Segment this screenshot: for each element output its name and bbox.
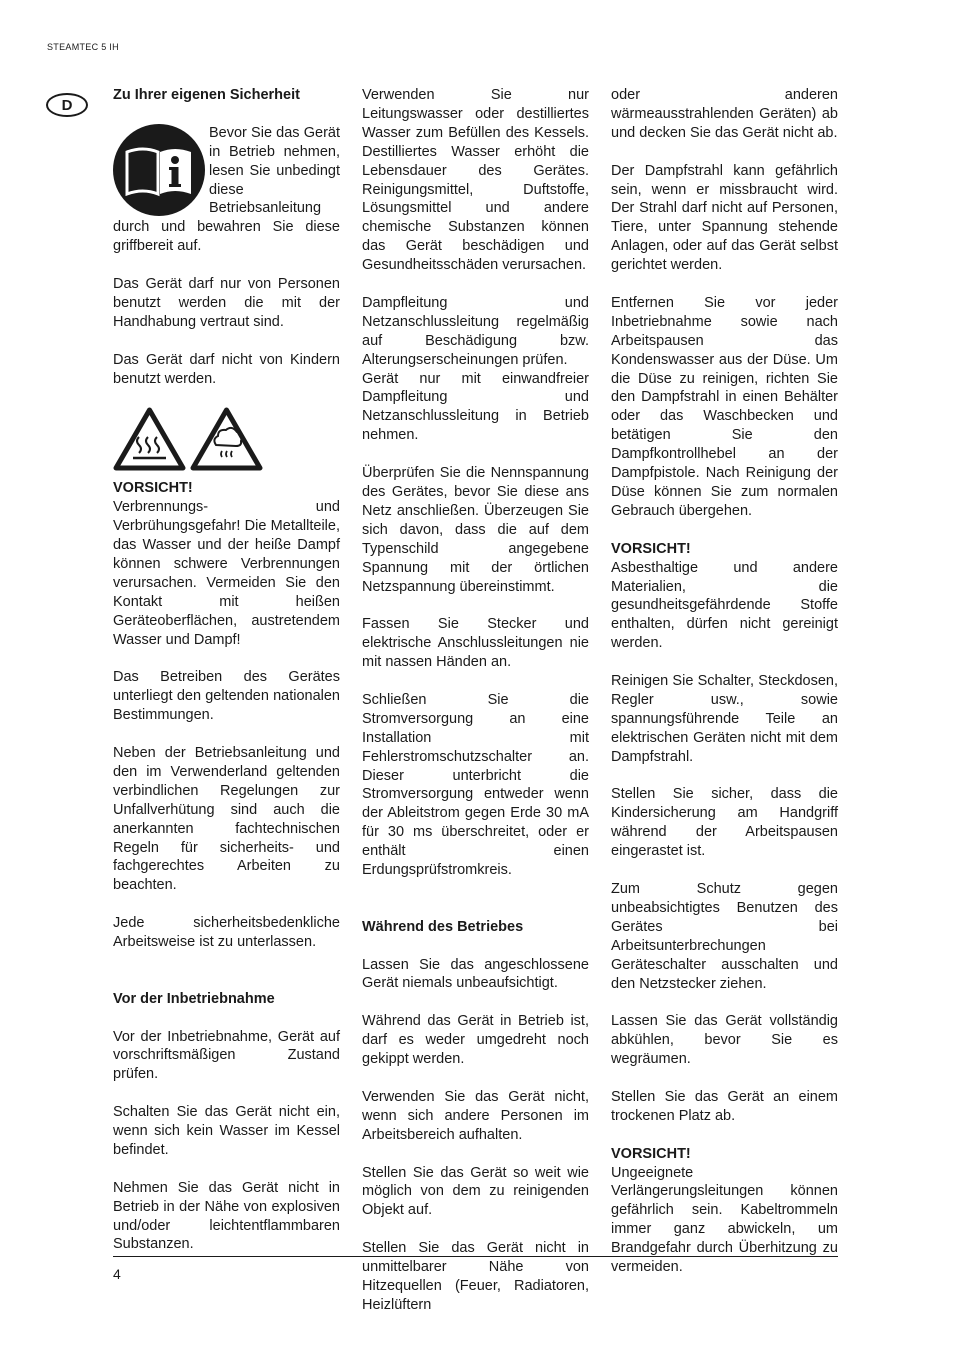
warning-block	[611, 1145, 838, 1277]
paragraph: Schließen Sie die Stromversorgung an eine Installation mit Fehlerstromschutzschalter an. Dieser unterbricht die Stromversorgung entweder wenn der Ableitstrom gegen Erde 30 mA für 30 ms überschreitet, oder er enthält einen Erdungsprüfstromkreis.	[362, 691, 589, 879]
warning-label: VORSICHT!	[611, 1145, 691, 1162]
paragraph: Stellen Sie sicher, dass die Kindersicherung am Handgriff während der Arbeitspausen eingerastet ist.	[611, 786, 838, 860]
paragraph: Dampfleitung und Netzanschlussleitung regelmäßig auf Beschädigung bzw. Alterungserscheinungen prüfen.	[362, 294, 589, 368]
paragraph: Verwenden Sie das Gerät nicht, wenn sich andere Personen im Arbeitsbereich aufhalten.	[362, 1088, 589, 1143]
paragraph: Lassen Sie das Gerät vollständig abkühlen, bevor Sie es wegräumen.	[611, 1013, 838, 1068]
paragraph: Lassen Sie das angeschlossene Gerät niemals unbeaufsichtigt.	[362, 956, 589, 992]
warning-text: Ungeeignete Verlängerungsleitungen können gefährlich sein. Kabeltrommeln immer ganz abwickeln, um Brandgefahr durch Überhitzung zu vermeiden.	[611, 1164, 838, 1276]
paragraph: Das Gerät darf nicht von Kindern benutzt werden.	[113, 351, 340, 387]
hot-surface-warning-icon	[113, 407, 186, 471]
document-header-model: STEAMTEC 5 IH	[47, 42, 119, 52]
warning-label: VORSICHT!	[113, 480, 193, 497]
info-text: Bevor Sie das Gerät in Betrieb nehmen, lesen Sie unbedingt diese Betriebsanleitung durch und bewahren Sie diese griffbereit auf.	[113, 124, 340, 255]
warning-block	[611, 540, 838, 653]
paragraph: oder anderen wärmeausstrahlenden Geräten) ab und decken Sie das Gerät nicht ab.	[611, 87, 838, 141]
warning-text: Verbrennungs- und Verbrühungsgefahr! Die Metallteile, das Wasser und der heiße Dampf können schwere Verbrennungen verursachen. Vermeiden Sie den Kontakt mit heißen Geräteoberflächen, austretendem Wasser und Dampf!	[113, 499, 340, 648]
paragraph: Zum Schutz gegen unbeabsichtigtes Benutzen des Gerätes bei Arbeitsunterbrechungen Geräteschalter ausschalten und den Netzstecker ziehen.	[611, 880, 838, 992]
section-title-during-operation: Während des Betriebes	[362, 918, 524, 935]
column-1	[113, 86, 340, 1273]
paragraph: Der Dampfstrahl kann gefährlich sein, wenn er missbraucht wird. Der Strahl darf nicht auf Personen, Tiere, unter Spannung stehende Anlagen, oder auf das Gerät selbst gerichtet werden.	[611, 162, 838, 274]
paragraph: Stellen Sie das Gerät nicht in unmittelbarer Nähe von Hitzequellen (Feuer, Radiatoren, Heizlüftern	[362, 1240, 589, 1313]
paragraph: Fassen Sie Stecker und elektrische Anschlussleitungen nie mit nassen Händen an.	[362, 616, 589, 671]
footer-divider	[113, 1256, 838, 1257]
paragraph: Während das Gerät in Betrieb ist, darf es weder umgedreht noch gekippt werden.	[362, 1013, 589, 1068]
language-badge: D	[46, 93, 88, 117]
paragraph: Nehmen Sie das Gerät nicht in Betrieb in der Nähe von explosiven und/oder leichtentflammbaren Substanzen.	[113, 1179, 340, 1253]
paragraph: Verwenden Sie nur Leitungswasser oder destilliertes Wasser zum Befüllen des Kessels. Destilliertes Wasser erhöht die Lebensdauer des Gerätes. Reinigungsmittel, Duftstoffe, Lösungsmittel und andere chemische Substanzen können das Gerät beschädigen und Gesundheitsschäden verursachen.	[362, 87, 589, 274]
paragraph: Das Gerät darf nur von Personen benutzt werden die mit der Handhabung vertraut sind.	[113, 276, 340, 330]
column-2	[362, 86, 589, 1334]
section-title-safety: Zu Ihrer eigenen Sicherheit	[113, 87, 300, 103]
warning-block	[113, 479, 340, 649]
info-block	[113, 124, 340, 256]
warning-label: VORSICHT!	[611, 540, 691, 557]
paragraph: Das Betreiben des Gerätes unterliegt den geltenden nationalen Bestimmungen.	[113, 669, 340, 724]
paragraph: Entfernen Sie vor jeder Inbetriebnahme sowie nach Arbeitspausen das Kondenswasser aus der Düse. Um die Düse zu reinigen, richten Sie den Dampfstrahl in einen Behälter oder das Waschbecken und betätigen Sie den Dampfkontrollhebel an der Dampfpistole. Nach Reinigung der Düse können Sie zum normalen Gebrauch übergehen.	[611, 294, 838, 519]
warning-text: Asbesthaltige und andere Materialien, die gesundheitsgefährdende Stoffe enthalten, dürfen nicht gereinigt werden.	[611, 559, 838, 652]
steam-warning-icon	[190, 407, 263, 471]
section-title-before-use: Vor der Inbetriebnahme	[113, 990, 275, 1007]
read-manual-icon	[113, 124, 205, 216]
paragraph: Stellen Sie das Gerät an einem trockenen Platz ab.	[611, 1088, 838, 1124]
column-3	[611, 86, 838, 1296]
paragraph: Neben der Betriebsanleitung und den im Verwenderland geltenden verbindlichen Regelungen zur Unfallverhütung sind auch die anerkannten fachtechnischen Regeln für sicherheits- und fachgerechtes Arbeiten zu beachten.	[113, 745, 340, 894]
paragraph: Schalten Sie das Gerät nicht ein, wenn sich kein Wasser im Kessel befindet.	[113, 1104, 340, 1158]
paragraph: Reinigen Sie Schalter, Steckdosen, Regler usw., sowie spannungsführende Teile an elektrischen Geräten nicht mit dem Dampfstrahl.	[611, 673, 838, 765]
paragraph: Überprüfen Sie die Nennspannung des Gerätes, bevor Sie diese ans Netz anschließen. Überzeugen Sie sich davon, dass die auf dem Typenschild angegebene Spannung mit der örtlichen Netzspannung übereinstimmt.	[362, 465, 589, 595]
paragraph: Vor der Inbetriebnahme, Gerät auf vorschriftsmäßigen Zustand prüfen.	[113, 1028, 340, 1083]
warning-icons	[113, 407, 340, 471]
paragraph: Stellen Sie das Gerät so weit wie möglich von dem zu reinigenden Objekt auf.	[362, 1164, 589, 1219]
paragraph: Gerät nur mit einwandfreier Dampfleitung und Netzanschlussleitung in Betrieb nehmen.	[362, 370, 589, 444]
paragraph: Jede sicherheitsbedenkliche Arbeitsweise ist zu unterlassen.	[113, 915, 340, 951]
page-number: 4	[113, 1266, 121, 1282]
